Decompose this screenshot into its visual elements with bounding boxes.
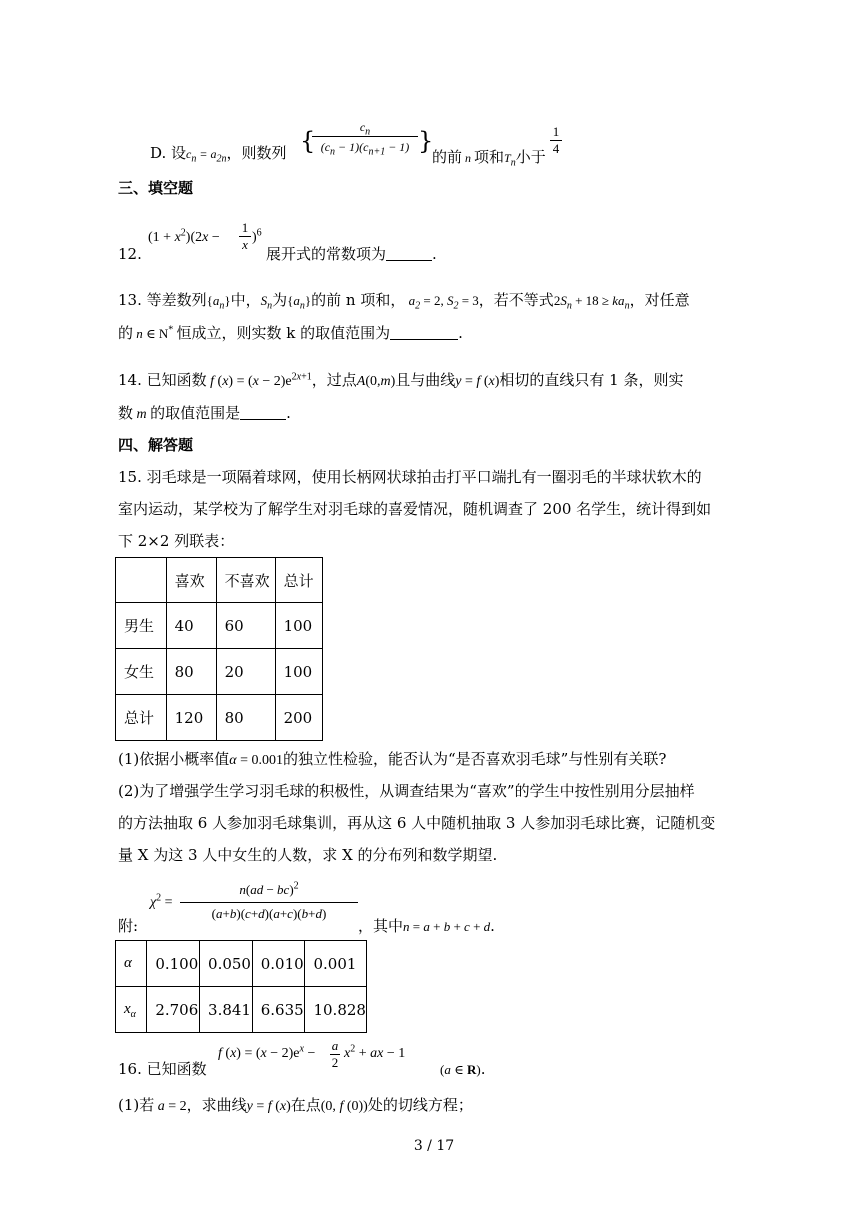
q13-line1: 13. 等差数列$\{a_n\}$中，$S_n$为$\{a_n\}$的前 n 项和， $a_2 = 2$, $S_2 = 3$，若不等式$2S_n + 18 \ge ka_n$，对任意 xyxy=(118,291,690,312)
q14-p1: ，过点 xyxy=(311,371,357,389)
q15-sub2-line2: 的方法抽取 6 人参加羽毛球集训，再从这 6 人中随机抽取 3 人参加羽毛球比赛，记随机变 xyxy=(118,814,716,832)
table-cell: 80 xyxy=(166,649,216,695)
table-cell: 喜欢 xyxy=(166,558,216,603)
appendix-end: . xyxy=(490,917,495,935)
table-cell: 0.050 xyxy=(200,941,253,987)
q16-sub1a: (1)若 xyxy=(118,1096,155,1114)
option-d-tail3: 小于 xyxy=(515,148,546,166)
q15-line3: 下 2×2 列联表： xyxy=(118,532,235,550)
q13-line2a: 的 xyxy=(118,324,134,342)
table-row xyxy=(116,603,323,649)
q12-text-body: 展开式的常数项为 xyxy=(266,245,387,263)
q15-sub2-line1: (2)为了增强学生学习羽毛球的积极性，从调查结果为“喜欢”的学生中按性别用分层抽样 xyxy=(118,782,695,800)
q14-end: . xyxy=(286,404,291,422)
q16-sub1b: ，求曲线 xyxy=(186,1096,247,1114)
critical-value-table xyxy=(115,940,367,1033)
page-number: 3 / 17 xyxy=(413,1138,455,1154)
q13-p2: 为 xyxy=(272,291,288,309)
q14-num: 14. 已知函数 xyxy=(118,371,207,389)
q14-p3: 相切的直线只有 1 条，则实 xyxy=(499,371,684,389)
q13-p5: ，对任意 xyxy=(629,291,690,309)
q12-text xyxy=(266,243,437,265)
table-cell: α xyxy=(116,941,147,987)
q14-line2a: 数 xyxy=(118,404,134,422)
table-cell: $x_\alpha$ xyxy=(116,987,147,1033)
option-d-tail: 的前 n 项和$T_n$小于 xyxy=(432,148,546,169)
q15-sub1a: (1)依据小概率值 xyxy=(118,750,230,768)
contingency-table xyxy=(115,557,323,741)
option-d: D. 设$c_n = a_{2n}$，则数列 xyxy=(150,144,287,165)
q12-expression-end: )$^6$ xyxy=(252,227,262,245)
table-row xyxy=(116,649,323,695)
table-cell: 2.706 xyxy=(147,987,200,1033)
q12-fraction: 1 x xyxy=(239,220,251,253)
option-d-label: D. 设 xyxy=(150,144,187,162)
table-row xyxy=(116,695,323,741)
q13-end: . xyxy=(458,324,463,342)
q16-sub1c: 在点 xyxy=(290,1096,321,1114)
x-alpha-label: x xyxy=(124,1001,131,1017)
section-fill-title: 三、填空题 xyxy=(118,179,194,197)
table-cell: 男生 xyxy=(116,603,167,649)
table-cell: 总计 xyxy=(275,558,322,603)
q13-p3: 的前 n 项和， xyxy=(311,291,406,309)
table-cell: 60 xyxy=(216,603,275,649)
q16-sub1d: 处的切线方程； xyxy=(367,1096,473,1114)
table-cell: 10.828 xyxy=(305,987,367,1033)
appendix-tail: ，其中n = a + b + c + d. xyxy=(358,917,495,935)
table-cell: 0.010 xyxy=(252,941,305,987)
table-cell: 总计 xyxy=(116,695,167,741)
table-cell: 3.841 xyxy=(200,987,253,1033)
q12-end: . xyxy=(432,245,437,263)
q13-p1: 中， xyxy=(230,291,261,309)
table-cell: 0.100 xyxy=(147,941,200,987)
q16-num: 16. 已知函数 xyxy=(118,1060,207,1078)
q16-end: . xyxy=(480,1060,486,1078)
option-d-tail1: 的前 xyxy=(432,148,463,166)
table-cell: 200 xyxy=(275,695,322,741)
q14-p2: 且与曲线 xyxy=(395,371,456,389)
q13-line2b: 恒成立，则实数 k 的取值范围为 xyxy=(176,324,391,342)
q13-blank xyxy=(390,325,458,340)
q14-line1: 14. 已知函数 f $(x) = (x - 2)e^{2x+1}$，过点A(0,m)且与曲线y = f (x)相切的直线只有 1 条，则实 xyxy=(118,371,684,389)
table-cell: 80 xyxy=(216,695,275,741)
q15-sub1: (1)依据小概率值α = 0.001的独立性检验，能否认为“是否喜欢羽毛球”与性别有关联? xyxy=(118,750,667,768)
q15-line1: 15. 羽毛球是一项隔着球网，使用长柄网状球拍击打平口端扎有一圈羽毛的半球状软木的 xyxy=(118,468,702,486)
table-cell: 100 xyxy=(275,603,322,649)
q16-function-tail: $x^2$ + ax − 1 xyxy=(344,1043,406,1061)
option-d-mid: ，则数列 xyxy=(226,144,287,162)
q16-line1 xyxy=(118,1058,207,1080)
table-row xyxy=(116,987,367,1033)
table-cell: 120 xyxy=(166,695,216,741)
table-cell: 20 xyxy=(216,649,275,695)
q16-domain: (a ∈ R). xyxy=(440,1060,486,1078)
q12-expression: $(1 + x^2)(2x$ − xyxy=(148,227,220,245)
q15-line2: 室内运动，某学校为了解学生对羽毛球的喜爱情况，随机调查了 200 名学生，统计得到如 xyxy=(118,500,712,518)
section-answer-title: 四、解答题 xyxy=(118,436,194,454)
q14-blank xyxy=(240,405,286,420)
table-cell xyxy=(116,558,167,603)
q15-sub1b: 的独立性检验，能否认为“是否喜欢羽毛球”与性别有关联? xyxy=(283,750,667,768)
quarter-fraction: 1 4 xyxy=(550,124,562,157)
table-cell: 0.001 xyxy=(305,941,367,987)
brace-right: } xyxy=(418,127,434,155)
seq-fraction: $c_n$ $(c_n - 1)(c_{n+1} - 1)$ xyxy=(312,118,418,157)
chi-square-fraction: n(ad − bc)$^2$ (a+b)(c+d)(a+c)(b+d) xyxy=(180,878,358,925)
q12-number: 12. xyxy=(118,245,142,263)
chi-square-symbol: $\chi^2$ = xyxy=(150,892,173,910)
q16-fraction: a 2 xyxy=(331,1038,339,1070)
q14-line2b: 的取值范围是 xyxy=(150,404,241,422)
q15-sub2-line3: 量 X 为这 3 人中女生的人数，求 X 的分布列和数学期望. xyxy=(118,846,498,864)
table-cell: 6.635 xyxy=(252,987,305,1033)
q13-line2: 的 n ∈ N* 恒成立，则实数 k 的取值范围为 . xyxy=(118,324,463,342)
appendix-mid: ，其中 xyxy=(358,917,404,935)
table-row xyxy=(116,558,323,603)
q13-p4: ，若不等式 xyxy=(478,291,554,309)
brace-left: { xyxy=(300,127,316,155)
option-d-tail2: 项和 xyxy=(474,148,505,166)
q12-blank xyxy=(386,246,432,261)
table-row xyxy=(116,941,367,987)
table-cell: 不喜欢 xyxy=(216,558,275,603)
table-cell: 40 xyxy=(166,603,216,649)
q16-sub1: (1)若 a = 2，求曲线y = f (x)在点(0, f (0))处的切线方程； xyxy=(118,1096,473,1114)
q13-num: 13. 等差数列 xyxy=(118,291,207,309)
q14-line2: 数 m 的取值范围是 . xyxy=(118,404,291,422)
table-cell: 女生 xyxy=(116,649,167,695)
appendix-label: 附: xyxy=(118,917,139,935)
q16-function: f $(x) = (x - 2)e^x$ − xyxy=(218,1043,316,1061)
table-cell: 100 xyxy=(275,649,322,695)
